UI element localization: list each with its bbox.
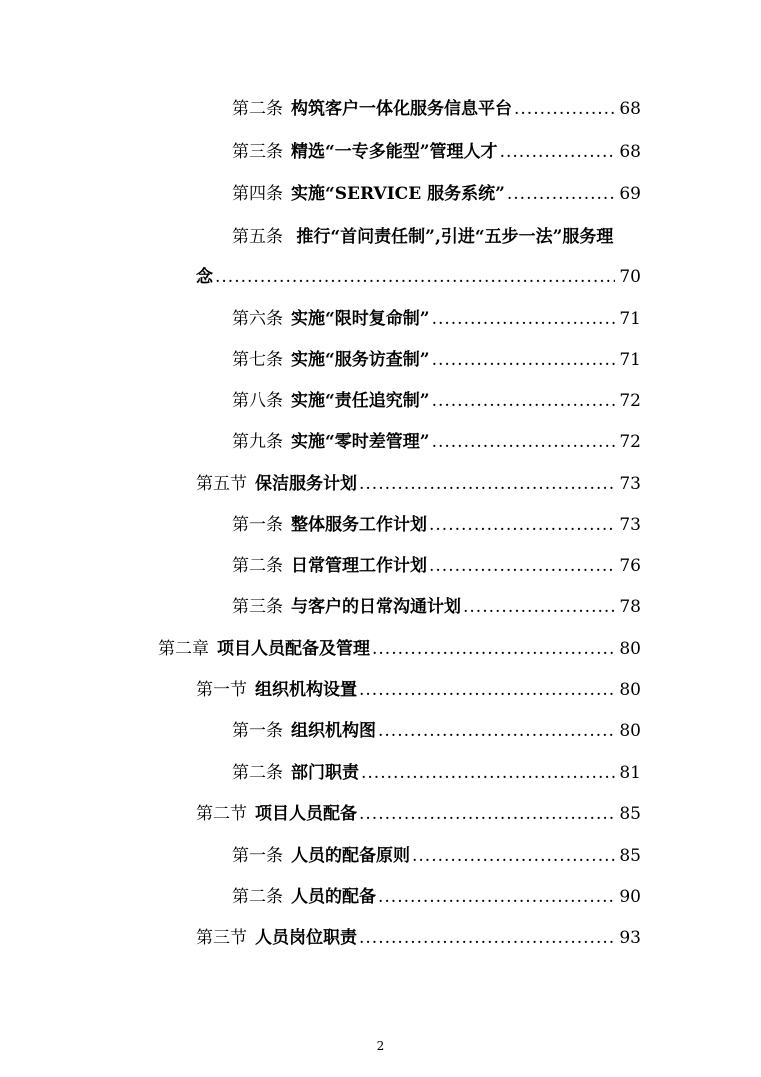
toc-leader-dots bbox=[507, 181, 615, 207]
toc-entry-prefix: 第九条 bbox=[232, 432, 283, 452]
toc-entry-prefix: 第三条 bbox=[232, 142, 283, 162]
toc-leader-dots bbox=[378, 718, 615, 744]
toc-leader-dots bbox=[429, 512, 615, 538]
toc-leader-dots bbox=[359, 471, 615, 497]
toc-entry-prefix: 第八条 bbox=[232, 391, 283, 411]
toc-entry[interactable] bbox=[232, 96, 641, 122]
toc-leader-dots bbox=[500, 139, 616, 165]
toc-entry-page: 68 bbox=[619, 99, 641, 119]
toc-entry-prefix: 第二条 bbox=[232, 99, 283, 119]
toc-entry-page: 69 bbox=[619, 184, 641, 204]
toc-entry-prefix: 第一节 bbox=[196, 680, 247, 700]
toc-entry-title: 项目人员配备 bbox=[255, 804, 357, 824]
toc-leader-dots bbox=[432, 388, 616, 414]
toc-entry[interactable] bbox=[196, 264, 641, 290]
toc-entry-prefix: 第三节 bbox=[196, 928, 247, 948]
toc-entry-page: 71 bbox=[619, 350, 641, 370]
toc-entry[interactable] bbox=[196, 801, 641, 827]
toc-leader-dots bbox=[463, 594, 615, 620]
toc-entry-page: 76 bbox=[619, 556, 641, 576]
toc-entry-prefix: 第二章 bbox=[158, 639, 209, 659]
toc-entry-title: 人员岗位职责 bbox=[255, 928, 357, 948]
toc-entry-page: 72 bbox=[619, 391, 641, 411]
toc-entry[interactable] bbox=[196, 677, 641, 703]
toc-entry[interactable] bbox=[232, 760, 641, 786]
toc-entry-title: 推行“首问责任制”,引进“五步一法”服务理 bbox=[296, 227, 614, 247]
toc-entry-page: 68 bbox=[619, 142, 641, 162]
toc-leader-dots bbox=[432, 306, 616, 332]
toc-entry[interactable] bbox=[232, 181, 641, 207]
toc-entry-title: 组织机构图 bbox=[291, 721, 376, 741]
toc-entry-page: 80 bbox=[619, 721, 641, 741]
toc-entry-prefix: 第二条 bbox=[232, 556, 283, 576]
toc-entry-prefix: 第一条 bbox=[232, 846, 283, 866]
toc-entry-title: 实施“SERVICE 服务系统” bbox=[291, 184, 505, 204]
toc-entry-title: 实施“服务访查制” bbox=[291, 350, 430, 370]
toc-entry-page: 73 bbox=[619, 474, 641, 494]
toc-entry[interactable] bbox=[232, 718, 641, 744]
toc-entry[interactable] bbox=[232, 594, 641, 620]
toc-entry-prefix: 第五条 bbox=[232, 227, 283, 247]
toc-entry-title: 日常管理工作计划 bbox=[291, 556, 427, 576]
toc-leader-dots bbox=[432, 347, 616, 373]
toc-entry[interactable] bbox=[232, 429, 641, 455]
toc-entry-page: 72 bbox=[619, 432, 641, 452]
toc-entry-title: 组织机构设置 bbox=[255, 680, 357, 700]
toc-entry[interactable] bbox=[196, 925, 641, 951]
toc-entry-title: 精选“一专多能型”管理人才 bbox=[291, 142, 498, 162]
toc-entry[interactable] bbox=[158, 636, 641, 662]
toc-entry-first-line[interactable] bbox=[232, 224, 641, 250]
toc-entry-page: 90 bbox=[619, 887, 641, 907]
toc-entry[interactable] bbox=[232, 347, 641, 373]
toc-entry-title: 实施“限时复命制” bbox=[291, 309, 430, 329]
toc-entry-prefix: 第二节 bbox=[196, 804, 247, 824]
toc-entry-title: 实施“责任追究制” bbox=[291, 391, 430, 411]
toc-entry-prefix: 第一条 bbox=[232, 721, 283, 741]
toc-entry-prefix: 第七条 bbox=[232, 350, 283, 370]
toc-leader-dots bbox=[514, 96, 615, 122]
toc-entry[interactable] bbox=[232, 884, 641, 910]
toc-leader-dots bbox=[359, 801, 615, 827]
toc-entry-prefix: 第四条 bbox=[232, 184, 283, 204]
toc-entry-page: 85 bbox=[619, 804, 641, 824]
toc-entry-title: 整体服务工作计划 bbox=[291, 515, 427, 535]
toc-entry-prefix: 第二条 bbox=[232, 763, 283, 783]
toc-entry[interactable] bbox=[232, 306, 641, 332]
toc-entry-page: 93 bbox=[619, 928, 641, 948]
toc-entry-title-continuation: 念 bbox=[196, 267, 213, 287]
toc-entry-title: 人员的配备原则 bbox=[291, 846, 410, 866]
toc-entry-title: 构筑客户一体化服务信息平台 bbox=[291, 99, 512, 119]
toc-entry-title: 项目人员配备及管理 bbox=[217, 639, 370, 659]
toc-entry-page: 71 bbox=[619, 309, 641, 329]
toc-entry[interactable] bbox=[196, 471, 641, 497]
toc-entry-page: 80 bbox=[619, 680, 641, 700]
toc-entry-prefix: 第一条 bbox=[232, 515, 283, 535]
toc-entry-prefix: 第二条 bbox=[232, 887, 283, 907]
toc-entry-title: 人员的配备 bbox=[291, 887, 376, 907]
toc-entry-title: 与客户的日常沟通计划 bbox=[291, 597, 461, 617]
toc-entry[interactable] bbox=[232, 388, 641, 414]
toc-entry-prefix: 第五节 bbox=[196, 474, 247, 494]
toc-leader-dots bbox=[432, 429, 616, 455]
toc-entry-page: 80 bbox=[619, 639, 641, 659]
toc-entry-prefix: 第三条 bbox=[232, 597, 283, 617]
toc-entry[interactable] bbox=[232, 512, 641, 538]
toc-leader-dots bbox=[429, 553, 615, 579]
toc-entry[interactable] bbox=[232, 553, 641, 579]
toc-entry-prefix: 第六条 bbox=[232, 309, 283, 329]
toc-entry-page: 78 bbox=[619, 597, 641, 617]
toc-entry[interactable] bbox=[232, 139, 641, 165]
page-number: 2 bbox=[376, 1039, 385, 1053]
toc-entry-title: 保洁服务计划 bbox=[255, 474, 357, 494]
toc-entry-page: 73 bbox=[619, 515, 641, 535]
toc-leader-dots bbox=[372, 636, 615, 662]
toc-leader-dots bbox=[361, 760, 615, 786]
toc-leader-dots bbox=[359, 677, 615, 703]
toc-leader-dots bbox=[215, 264, 615, 290]
toc-leader-dots bbox=[412, 843, 615, 869]
toc-entry-page: 81 bbox=[619, 763, 641, 783]
toc-entry-title: 实施“零时差管理” bbox=[291, 432, 430, 452]
toc-entry-title: 部门职责 bbox=[291, 763, 359, 783]
toc-leader-dots bbox=[378, 884, 615, 910]
toc-entry[interactable] bbox=[232, 843, 641, 869]
toc-leader-dots bbox=[359, 925, 615, 951]
toc-entry-page: 70 bbox=[619, 267, 641, 287]
toc-entry-page: 85 bbox=[619, 846, 641, 866]
